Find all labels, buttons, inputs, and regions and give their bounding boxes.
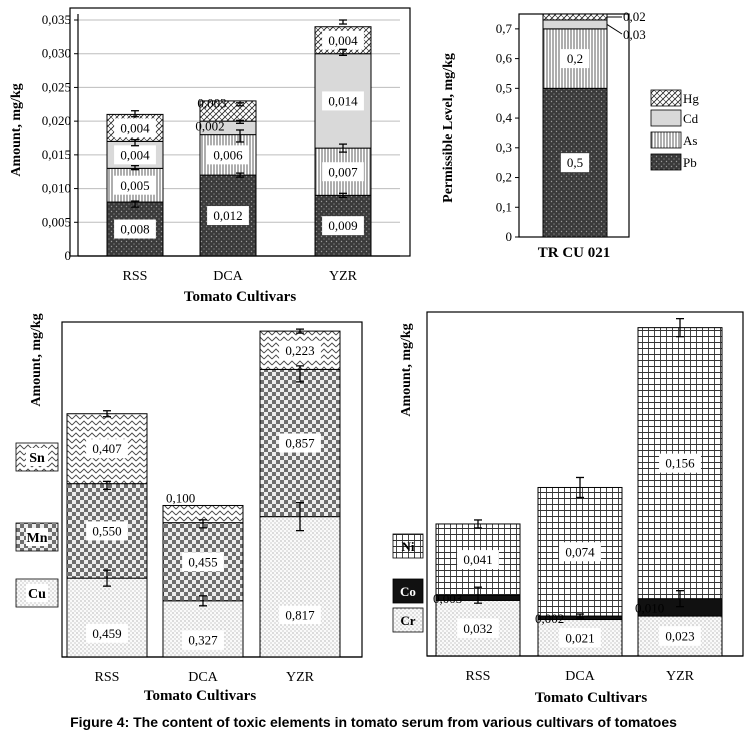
- heavy_metals-ytick-label: 0,025: [41, 79, 71, 95]
- label-heavy_metals-Cd-DCA: 0,002: [195, 118, 225, 134]
- label-cu_mn_sn-Sn-YZR: 0,223: [285, 342, 315, 358]
- heavy_metals-ytick-label: 0,015: [41, 146, 71, 162]
- label-heavy_metals-Hg-RSS: 0,004: [120, 120, 150, 136]
- label-cr_co_ni-Ni-DCA: 0,074: [565, 544, 595, 560]
- permissible_level-x-label: TR CU 021: [537, 245, 611, 261]
- label-cr_co_ni-Ni-YZR-group: [659, 454, 701, 473]
- figure-caption: Figure 4: The content of toxic elements in tomato serum from various cultivars of tomatoes: [70, 714, 677, 730]
- label-cu_mn_sn-Mn-YZR-group: [279, 434, 321, 453]
- label-heavy_metals-As-RSS-group: [114, 176, 156, 195]
- legend-swatch-as: [651, 132, 681, 148]
- cr_co_ni-xtick-label: YZR: [666, 669, 694, 684]
- legend-label-pb: Pb: [683, 155, 697, 170]
- label-heavy_metals-Cd-RSS-group: [114, 145, 156, 164]
- cu_mn_sn-x-label: Tomato Cultivars: [143, 688, 257, 704]
- label-heavy_metals-Cd-RSS: 0,004: [120, 147, 150, 163]
- label-permissible_level-Pb: 0,5: [566, 155, 584, 171]
- label-heavy_metals-Pb-YZR-group: [322, 216, 364, 235]
- label-permissible_level-As: 0,2: [566, 51, 584, 67]
- legend-swatch-hg: [651, 90, 681, 106]
- permissible_level-y-label: Permissible Level, mg/kg: [441, 53, 456, 203]
- label-heavy_metals-Cd-YZR-group: [322, 91, 364, 110]
- permissible_level-ytick-label: 0,2: [495, 169, 512, 185]
- permissible_level-ytick-label: 0,4: [495, 110, 512, 126]
- label-heavy_metals-Pb-RSS: 0,008: [120, 221, 150, 237]
- label-heavy_metals-As-DCA: 0,006: [213, 147, 243, 163]
- heavy_metals-xtick-label: YZR: [329, 269, 357, 284]
- legend-label-cu: Cu: [28, 587, 46, 602]
- permissible_level-ytick-label: 0: [505, 229, 512, 244]
- label-cr_co_ni-Ni-RSS-group: [457, 550, 499, 569]
- permissible_level-ytick-label: 0,1: [495, 199, 512, 215]
- label-heavy_metals-Hg-DCA-group: [197, 96, 226, 111]
- cr_co_ni-xtick-label: RSS: [465, 669, 491, 684]
- label-heavy_metals-As-DCA-group: [207, 145, 249, 164]
- label-cu_mn_sn-Cu-DCA: 0,327: [188, 632, 218, 648]
- legend-label-co: Co: [400, 584, 416, 599]
- heavy_metals-ytick-label: 0,010: [41, 180, 71, 196]
- heavy_metals-x-label: Tomato Cultivars: [183, 289, 297, 305]
- label-cr-co-ni-Co-DCA: 0,002: [535, 610, 565, 626]
- legend-label-ni: Ni: [401, 539, 415, 554]
- label-permissible-cd: 0,03: [623, 27, 646, 42]
- legend-label-cr: Cr: [400, 613, 416, 628]
- label-heavy_metals-Pb-YZR: 0,009: [328, 218, 358, 234]
- label-cr-co-ni-Co-YZR: 0,010: [635, 600, 665, 616]
- cu_mn_sn-xtick-label: YZR: [286, 670, 314, 685]
- error-bar-heavy_metals: [339, 20, 347, 24]
- label-cu_mn_sn-Sn-RSS: 0,407: [92, 441, 122, 457]
- heavy_metals-ytick-label: 0: [64, 248, 71, 263]
- label-cu_mn_sn-Cu-DCA-group: [182, 631, 224, 650]
- legend-label-hg: Hg: [683, 91, 699, 106]
- label-heavy_metals-As-YZR: 0,007: [328, 164, 358, 180]
- cr_co_ni-xtick-label: DCA: [565, 669, 595, 684]
- permissible_level-ytick-label: 0,6: [495, 50, 512, 66]
- cu_mn_sn-xtick-label: RSS: [94, 670, 120, 685]
- label-cu_mn_sn-Cu-RSS-group: [86, 624, 128, 643]
- permissible_level-ytick-label: 0,7: [495, 20, 512, 36]
- label-permissible_level-As-group: [561, 49, 589, 68]
- legend-label-mn: Mn: [26, 531, 48, 546]
- cu_mn_sn-xtick-label: DCA: [188, 670, 218, 685]
- label-cu_mn_sn-Mn-DCA: 0,455: [188, 554, 218, 570]
- label-cu_mn_sn-Mn-RSS: 0,550: [92, 523, 122, 539]
- label-cu_mn_sn-Cu-YZR: 0,817: [285, 607, 315, 623]
- legend-swatch-pb: [651, 154, 681, 170]
- heavy_metals-ytick-label: 0,035: [41, 12, 71, 27]
- label-cu_mn_sn-Cu-YZR-group: [279, 605, 321, 624]
- label-heavy_metals-As-RSS: 0,005: [120, 177, 150, 193]
- label-permissible_level-Pb-group: [561, 153, 589, 172]
- label-heavy_metals-As-YZR-group: [322, 162, 364, 181]
- label-heavy_metals-Hg-RSS-group: [114, 118, 156, 137]
- bar-cu_mn_sn-Cu-RSS: [67, 578, 147, 657]
- heavy_metals-ytick-label: 0,005: [41, 214, 71, 230]
- heavy_metals-ytick-label: 0,030: [41, 45, 71, 61]
- label-permissible-hg: 0,02: [623, 9, 646, 24]
- label-cr_co_ni-Cr-RSS: 0,032: [463, 620, 493, 636]
- label-cu_mn_sn-Mn-YZR: 0,857: [285, 435, 315, 451]
- label-cr_co_ni-Cr-YZR-group: [659, 627, 701, 646]
- legend-label-sn: Sn: [29, 451, 45, 466]
- bar-permissible_level-Hg-tr: [543, 14, 607, 20]
- legend-label-as: As: [683, 133, 698, 148]
- label-heavy_metals-Pb-RSS-group: [114, 220, 156, 239]
- heavy_metals-y-label: Amount, mg/kg: [9, 83, 24, 177]
- heavy_metals-ytick-label: 0,020: [41, 113, 71, 129]
- label-heavy_metals-Pb-DCA-group: [207, 206, 249, 225]
- permissible_level-ytick-label: 0,3: [495, 139, 512, 155]
- label-cu_mn_sn-Mn-DCA-group: [182, 552, 224, 571]
- label-cu_mn_sn-Sn-YZR-group: [279, 341, 321, 360]
- label-cu-mn-sn-Sn-DCA: 0,100: [166, 490, 196, 506]
- label-heavy_metals-Cd-DCA-group: [195, 118, 224, 133]
- label-cu_mn_sn-Cu-RSS: 0,459: [92, 625, 122, 641]
- label-cr_co_ni-Cr-DCA-group: [559, 628, 601, 647]
- label-heavy_metals-Hg-YZR-group: [322, 31, 364, 50]
- label-cr-co-ni-Co-RSS: 0,003: [433, 590, 463, 606]
- label-heavy_metals-Pb-DCA: 0,012: [213, 208, 243, 224]
- label-cr_co_ni-Cr-RSS-group: [457, 619, 499, 638]
- label-cr_co_ni-Ni-DCA-group: [559, 542, 601, 561]
- legend-swatch-cd: [651, 110, 681, 126]
- heavy_metals-xtick-label: DCA: [213, 269, 243, 284]
- heavy_metals-xtick-label: RSS: [122, 269, 148, 284]
- permissible_level-ytick-label: 0,5: [495, 80, 512, 96]
- label-cr_co_ni-Cr-YZR: 0,023: [665, 628, 695, 644]
- label-cu_mn_sn-Sn-RSS-group: [86, 439, 128, 458]
- cr_co_ni-x-label: Tomato Cultivars: [534, 690, 648, 706]
- label-heavy_metals-Hg-DCA: 0,003: [197, 95, 227, 111]
- bar-permissible_level-Cd-tr: [543, 20, 607, 29]
- cr_co_ni-y-label: Amount, mg/kg: [399, 323, 414, 417]
- label-cr_co_ni-Ni-RSS: 0,041: [463, 552, 493, 568]
- label-cu_mn_sn-Mn-RSS-group: [86, 521, 128, 540]
- leader-line-cd: [607, 24, 622, 34]
- cu_mn_sn-y-label: Amount, mg/kg: [29, 313, 44, 407]
- legend-label-cd: Cd: [683, 111, 699, 126]
- label-cr_co_ni-Cr-DCA: 0,021: [565, 630, 595, 646]
- label-heavy_metals-Hg-YZR: 0,004: [328, 32, 358, 48]
- label-cr_co_ni-Ni-YZR: 0,156: [665, 455, 695, 471]
- label-heavy_metals-Cd-YZR: 0,014: [328, 93, 358, 109]
- bar-cu_mn_sn-Cu-YZR: [260, 517, 340, 657]
